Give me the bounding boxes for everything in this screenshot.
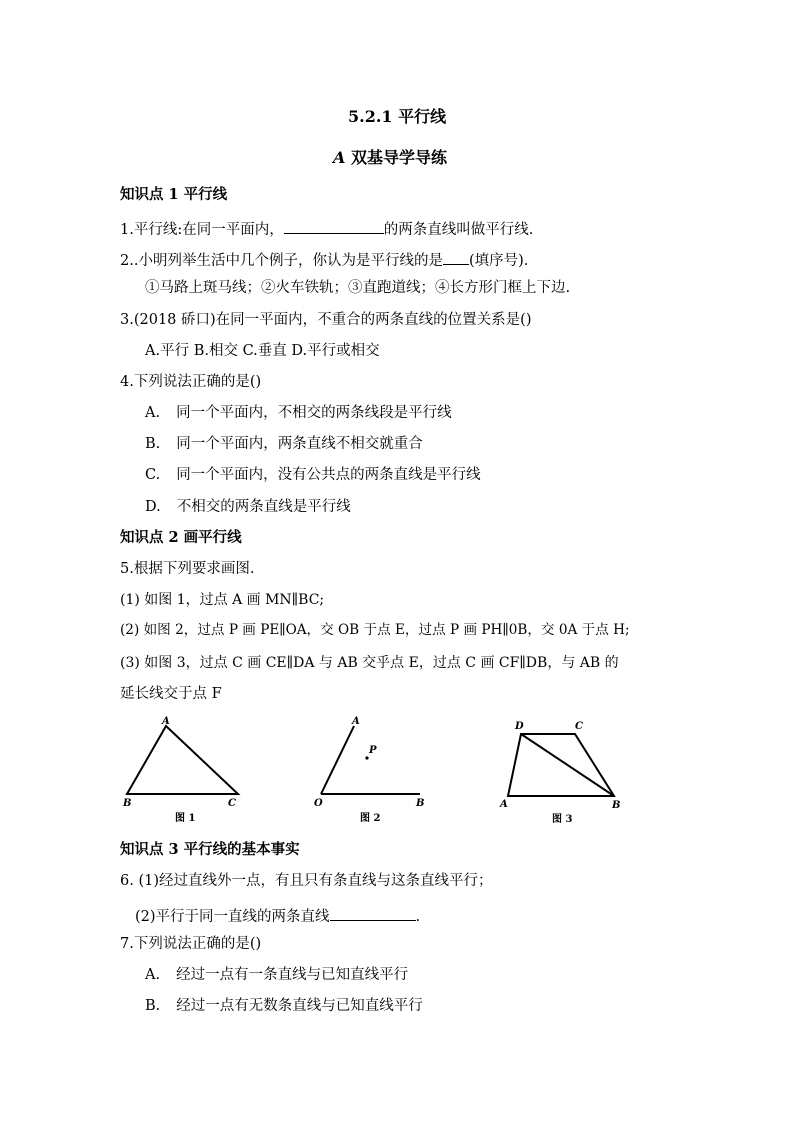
- q5-item-3-continued: 延长线交于点 F: [120, 686, 222, 702]
- question-1: [120, 219, 533, 238]
- q5-item-3: (3) 如图 3，过点 C 画 CE∥DA 与 AB 交乎点 E，过点 C 画 CF∥DB，与 AB 的: [120, 655, 619, 671]
- question-4: 4.下列说法正确的是(): [120, 374, 262, 390]
- q6-before: (2)平行于同一直线的两条直线: [135, 909, 330, 925]
- fig2-label-b: B: [416, 798, 425, 809]
- option-text: 不相交的两条直线是平行线: [176, 499, 351, 515]
- fig3-label-a: A: [500, 799, 508, 810]
- q4-option-b: [145, 437, 423, 452]
- option-letter: A.: [145, 967, 161, 983]
- q6-blank[interactable]: [330, 906, 416, 921]
- figures: [110, 710, 650, 835]
- q5-item-1: (1) 如图 1，过点 A 画 MN∥BC;: [120, 592, 325, 608]
- fig3-caption: 图 3: [552, 814, 573, 825]
- figure-2: [314, 716, 424, 824]
- trapezoid-abcd: [508, 734, 614, 796]
- fig1-label-b: B: [123, 798, 132, 809]
- triangle-abc: [127, 726, 238, 794]
- knowledge-point-3: 知识点 3 平行线的基本事实: [120, 841, 300, 858]
- q4-option-a: [145, 406, 452, 421]
- q1-blank[interactable]: [284, 219, 384, 234]
- fig2-label-o: O: [314, 798, 323, 809]
- q7-option-b: [145, 999, 423, 1014]
- question-7: 7.下列说法正确的是(): [120, 936, 262, 952]
- q2-examples: ①马路上斑马线；②火车铁轨；③直跑道线；④长方形门框上下边.: [145, 280, 571, 296]
- fig1-label-a: A: [162, 716, 170, 727]
- q4-option-d: [145, 500, 351, 515]
- fig3-label-b: B: [612, 800, 621, 811]
- point-p: [365, 756, 368, 759]
- page-title: 5.2.1 平行线: [348, 107, 447, 126]
- q7-option-a: [145, 968, 408, 983]
- option-letter: B.: [145, 436, 161, 452]
- q1-before: 1.平行线:在同一平面内，: [120, 222, 284, 238]
- diagonal-db: [521, 734, 614, 796]
- ray-oa: [321, 726, 354, 794]
- q5-item-2: (2) 如图 2，过点 P 画 PE∥OA，交 OB 于点 E，过点 P 画 PH∥0B，交 0A 于点 H;: [120, 622, 630, 638]
- option-text: 同一个平面内，没有公共点的两条直线是平行线: [176, 467, 481, 483]
- q2-before: 2..小明列举生活中几个例子，你认为是平行线的是: [120, 253, 443, 269]
- fig3-label-d: D: [515, 721, 524, 732]
- fig2-label-a: A: [352, 716, 360, 727]
- fig2-label-p: P: [369, 745, 377, 756]
- q6-after: .: [415, 909, 421, 925]
- option-text: 经过一点有无数条直线与已知直线平行: [176, 998, 423, 1014]
- q2-blank[interactable]: [443, 250, 469, 265]
- figure-1: [122, 716, 238, 824]
- knowledge-point-1: 知识点 1 平行线: [120, 186, 228, 203]
- option-text: 经过一点有一条直线与已知直线平行: [176, 967, 409, 983]
- subtitle-letter: A: [333, 148, 346, 167]
- q1-after: 的两条直线叫做平行线.: [383, 222, 534, 238]
- question-6-line-2: [135, 906, 420, 925]
- option-letter: C.: [145, 467, 161, 483]
- section-subtitle: [333, 150, 447, 166]
- figure-3: [499, 721, 620, 825]
- knowledge-point-2: 知识点 2 画平行线: [120, 529, 242, 546]
- option-text: 同一个平面内，两条直线不相交就重合: [176, 436, 423, 452]
- fig3-label-c: C: [575, 721, 583, 732]
- question-2: [120, 250, 528, 269]
- option-text: 同一个平面内，不相交的两条线段是平行线: [176, 405, 452, 421]
- q2-after: (填序号).: [468, 253, 529, 269]
- subtitle-text: 双基导学导练: [345, 148, 447, 167]
- option-letter: B.: [145, 998, 161, 1014]
- option-letter: A.: [145, 405, 161, 421]
- fig2-caption: 图 2: [360, 813, 381, 824]
- q4-option-c: [145, 468, 481, 483]
- question-6-line-1: 6. (1)经过直线外一点，有且只有条直线与这条直线平行；: [120, 873, 493, 889]
- question-3: 3.(2018 硚口)在同一平面内，不重合的两条直线的位置关系是(): [120, 312, 532, 328]
- q3-options: A.平行 B.相交 C.垂直 D.平行或相交: [145, 343, 380, 359]
- option-letter: D.: [145, 499, 161, 515]
- question-5: 5.根据下列要求画图.: [120, 561, 255, 577]
- fig1-caption: 图 1: [175, 813, 196, 824]
- fig1-label-c: C: [228, 798, 236, 809]
